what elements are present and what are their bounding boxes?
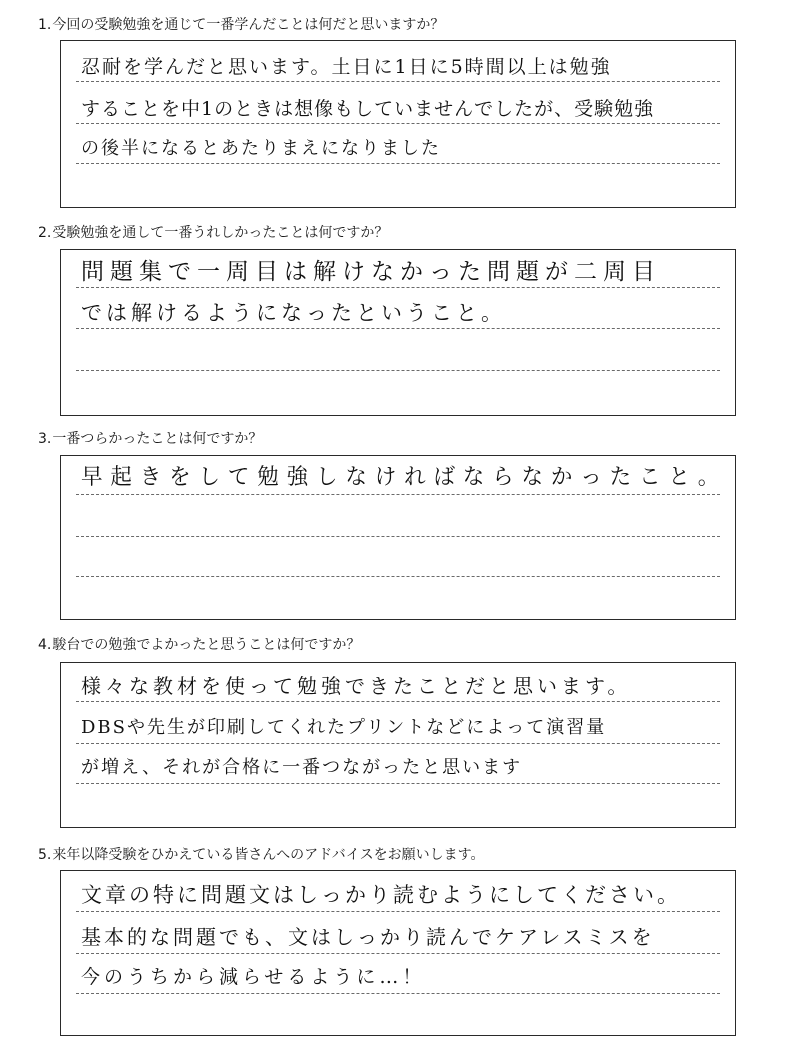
ruled-line — [76, 576, 720, 577]
answer-5-line-1: 文章の特に問題文はしっかり読むようにしてください。 — [81, 883, 681, 907]
question-2 — [38, 224, 388, 242]
answer-1-line-2: することを中1のときは想像もしていませんでしたが、受験勉強 — [81, 98, 655, 120]
answer-box-3 — [60, 455, 736, 620]
answer-4-line-3: が増え、それが合格に一番つながったと思います — [81, 757, 523, 778]
ruled-line — [76, 783, 720, 784]
ruled-line — [76, 701, 720, 702]
ruled-line — [76, 911, 720, 912]
answer-2-line-2: では解けるようになったということ。 — [81, 301, 506, 325]
question-4-text: 駿台での勉強でよかったと思うことは何ですか？ — [52, 637, 361, 653]
ruled-line — [76, 743, 720, 744]
question-5-text: 来年以降受験をひかえている皆さんへのアドバイスをお願いします。 — [52, 847, 485, 863]
question-5-number: 5. — [38, 847, 52, 863]
question-5 — [38, 846, 485, 864]
answer-2-line-1: 問題集で一周目は解けなかった問題が二周目 — [81, 259, 661, 285]
answer-1-line-1: 忍耐を学んだと思います。土日に1日に5時間以上は勉強 — [81, 56, 612, 78]
question-2-number: 2. — [38, 225, 52, 241]
question-4-number: 4. — [38, 637, 52, 653]
ruled-line — [76, 370, 720, 371]
answer-4-line-1: 様々な教材を使って勉強できたことだと思います。 — [81, 674, 632, 698]
ruled-line — [76, 993, 720, 994]
answer-5-line-3: 今のうちから減らせるように…！ — [81, 966, 426, 988]
ruled-line — [76, 953, 720, 954]
ruled-line — [76, 81, 720, 82]
question-2-text: 受験勉強を通して一番うれしかったことは何ですか？ — [52, 225, 389, 241]
question-3 — [38, 430, 262, 448]
question-3-text: 一番つらかったことは何ですか？ — [52, 431, 263, 447]
question-4 — [38, 636, 360, 654]
ruled-line — [76, 287, 720, 288]
answer-5-line-2: 基本的な問題でも、文はしっかり読んでケアレスミスを — [81, 925, 655, 949]
answer-box-1 — [60, 40, 736, 208]
ruled-line — [76, 163, 720, 164]
answer-box-2 — [60, 249, 736, 416]
answer-4-line-2: DBSや先生が印刷してくれたプリントなどによって演習量 — [81, 717, 607, 738]
answer-box-4 — [60, 662, 736, 828]
answer-box-5 — [60, 870, 736, 1036]
answer-3-line-1: 早起きをして勉強しなければならなかったこと。 — [81, 465, 728, 490]
ruled-line — [76, 494, 720, 495]
question-1-text: 今回の受験勉強を通じて一番学んだことは何だと思いますか？ — [52, 17, 445, 33]
question-1-number: 1. — [38, 17, 52, 33]
ruled-line — [76, 328, 720, 329]
question-1 — [38, 16, 444, 34]
ruled-line — [76, 123, 720, 124]
ruled-line — [76, 536, 720, 537]
answer-1-line-3: の後半になるとあたりまえになりました — [81, 138, 441, 159]
question-3-number: 3. — [38, 431, 52, 447]
